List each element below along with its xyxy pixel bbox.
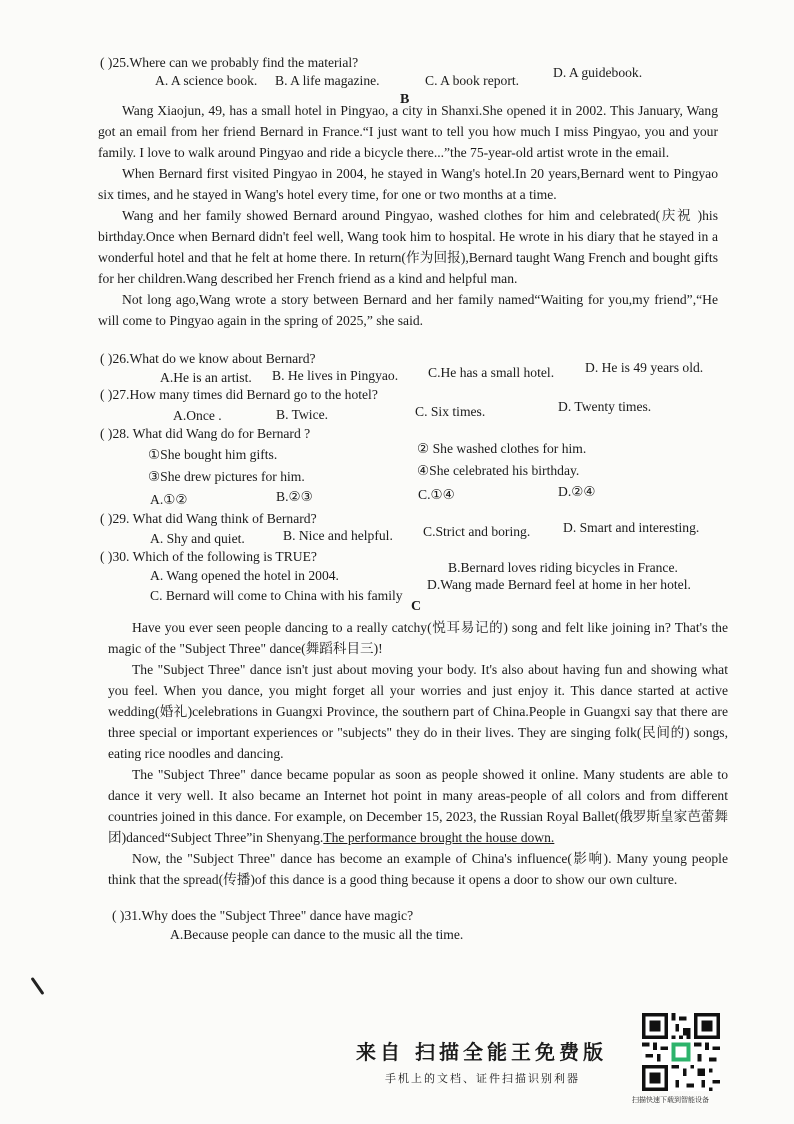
q25-stem: ( )25.Where can we probably find the material? (100, 55, 359, 70)
scanner-watermark-title: 来自 扫描全能王免费版 (356, 1040, 607, 1064)
section-c-heading: C (411, 599, 422, 614)
qr-caption: 扫描快速下载到智能设备 (632, 1096, 709, 1104)
q29-option-b: B. Nice and helpful. (283, 528, 393, 543)
q28-item-1: ①She bought him gifts. (148, 447, 278, 462)
underlined-sentence: The performance brought the house down. (323, 830, 555, 845)
q26-stem: ( )26.What do we know about Bernard? (100, 351, 316, 366)
passage-b-paragraph: Wang and her family showed Bernard around Pingyao, washed clothes for him and celebrated(庆祝 )his birthday.Once when Bernard didn't feel well, Wang took him to hospital. He wrote in his diary that he stayed in a wonderful hotel and that he felt at home there. In return(作为回报),Bernard taught Wang French and bought gifts for her children.Wang described her French friend as a kind and helpful man. (98, 208, 718, 286)
q28-stem: ( )28. What did Wang do for Bernard ? (100, 426, 311, 441)
q27-option-b: B. Twice. (276, 407, 329, 422)
passage-c (108, 617, 728, 890)
q26-option-c: C.He has a small hotel. (428, 365, 555, 380)
q30-option-a: A. Wang opened the hotel in 2004. (150, 568, 339, 583)
q25-option-d: D. A guidebook. (553, 65, 643, 80)
q29-option-d: D. Smart and interesting. (563, 520, 700, 535)
q28-option-d: D.②④ (558, 484, 596, 499)
q28-item-2: ② She washed clothes for him. (417, 441, 587, 456)
q31-option-a: A.Because people can dance to the music all the time. (170, 927, 464, 942)
passage-c-paragraph-3-text: The "Subject Three" dance became popular as soon as people showed it online. Many students are able to dance it very well. It also became an Internet hot point in many areas-people of all colors and from different countries joined in this dance. For example, on December 15, 2023, the Russian Royal Ballet(俄罗斯皇家芭蕾舞团)danced“Subject Three”in Shenyang. (108, 767, 728, 845)
q29-option-a: A. Shy and quiet. (150, 531, 245, 546)
pen-mark (31, 977, 45, 995)
q30-option-d: D.Wang made Bernard feel at home in her hotel. (427, 577, 691, 592)
q28-item-3: ③She drew pictures for him. (148, 469, 305, 484)
q27-option-d: D. Twenty times. (558, 399, 652, 414)
passage-c-paragraph-1: Have you ever seen people dancing to a really catchy(悦耳易记的) song and felt like joining in? That's the magic of the "Subject Three" dance(舞蹈科目三)! (108, 620, 728, 656)
q28-option-c: C.①④ (418, 487, 455, 502)
q27-stem: ( )27.How many times did Bernard go to the hotel? (100, 387, 378, 402)
passage-b-paragraph: When Bernard first visited Pingyao in 2004, he stayed in Wang's hotel.In 20 years,Bernard went to Pingyao six times, and he stayed in Wang's hotel every time, for one or two months at a time. (98, 166, 718, 202)
q25-option-c: C. A book report. (425, 73, 520, 88)
passage-c-paragraph-3 (108, 764, 728, 848)
q28-option-a: A.①② (150, 492, 188, 507)
q29-stem: ( )29. What did Wang think of Bernard? (100, 511, 317, 526)
q27-option-c: C. Six times. (415, 404, 486, 419)
q29-option-c: C.Strict and boring. (423, 524, 531, 539)
q30-option-b: B.Bernard loves riding bicycles in France. (448, 560, 678, 575)
q25-option-b: B. A life magazine. (275, 73, 380, 88)
q28-option-b: B.②③ (276, 489, 313, 504)
passage-c-paragraph-2: The "Subject Three" dance isn't just about moving your body. It's also about having fun and showing what you feel. When you dance, you might forget all your worries and just enjoy it. This dance started at active wedding(婚礼)celebrations in Guangxi Province, the southern part of China.People in Guangxi say that there are three special or important experiences or "subjects" they do in their lives. They are singing folk(民间的) songs, eating rice noodles and dancing. (108, 662, 728, 761)
q30-option-c: C. Bernard will come to China with his family (150, 588, 403, 603)
qr-code-icon[interactable] (642, 1013, 720, 1091)
q26-option-b: B. He lives in Pingyao. (272, 368, 399, 383)
q26-option-d: D. He is 49 years old. (585, 360, 704, 375)
q28-item-4: ④She celebrated his birthday. (417, 463, 580, 478)
section-b-heading: B (400, 92, 410, 107)
q27-option-a: A.Once . (173, 408, 222, 423)
q26-option-a: A.He is an artist. (160, 370, 252, 385)
q31-stem: ( )31.Why does the "Subject Three" dance have magic? (112, 908, 414, 923)
passage-b-paragraph: Wang Xiaojun, 49, has a small hotel in Pingyao, a city in Shanxi.She opened it in 2002. This January, Wang got an email from her friend Bernard in France.“I just want to tell you how much I miss Pingyao, you and your family. I love to walk around Pingyao and ride a bicycle there...”the 75-year-old artist wrote in the email. (98, 103, 718, 160)
passage-c-paragraph-4: Now, the "Subject Three" dance has become an example of China's influence(影响). Many young people think that the spread(传播)of this dance is a good thing because it opens a door to show our own culture. (108, 851, 728, 887)
passage-b-paragraph: Not long ago,Wang wrote a story between Bernard and her family named“Waiting for you,my friend”,“He will come to Pingyao again in the spring of 2025,” she said. (98, 292, 718, 328)
scanner-watermark-subtitle: 手机上的文档、证件扫描识别利器 (385, 1072, 580, 1085)
q25-option-a: A. A science book. (155, 73, 258, 88)
passage-b (98, 100, 718, 331)
q30-stem: ( )30. Which of the following is TRUE? (100, 549, 317, 564)
